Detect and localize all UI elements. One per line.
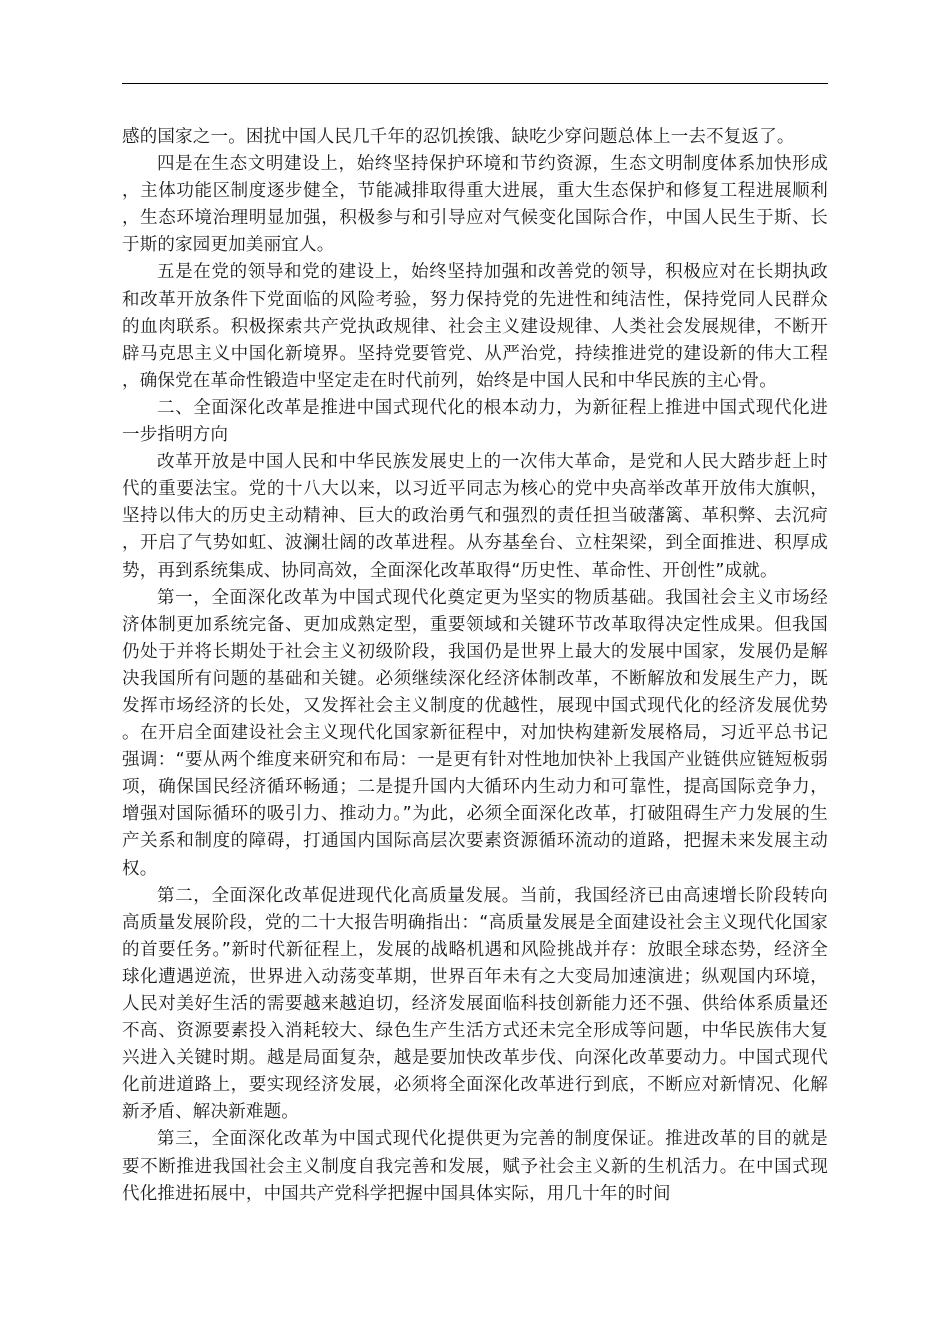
- paragraph-reform-opening: 改革开放是中国人民和中华民族发展史上的一次伟大革命，是党和人民大踏步赶上时代的重要法宝。党的十八大以来，以习近平同志为核心的党中央高举改革开放伟大旗帜，坚持以伟大的历史主动精神、巨大的政治勇气和强烈的责任担当破藩篱、革积弊、去沉疴，开启了气势如虹、波澜壮阔的改革进程。从夯基垒台、立柱架梁，到全面推进、积厚成势，再到系统集成、协同高效，全面深化改革取得“历史性、革命性、开创性”成就。: [122, 452, 828, 581]
- paragraph-party-leadership: 五是在党的领导和党的建设上，始终坚持加强和改善党的领导，积极应对在长期执政和改革开放条件下党面临的风险考验，努力保持党的先进性和纯洁性，保持党同人民群众的血肉联系。积极探索共产党执政规律、社会主义建设规律、人类社会发展规律，不断开辟马克思主义中国化新境界。坚持党要管党、从严治党，持续推进党的建设新的伟大工程，确保党在革命性锻造中坚定走在时代前列，始终是中国人民和中华民族的主心骨。: [122, 262, 828, 391]
- paragraph-ecological-civilization: 四是在生态文明建设上，始终坚持保护环境和节约资源，生态文明制度体系加快形成，主体功能区制度逐步健全，节能减排取得重大进展，重大生态保护和修复工程进展顺利，生态环境治理明显加强，积极参与和引导应对气候变化国际合作，中国人民生于斯、长于斯的家园更加美丽宜人。: [122, 154, 828, 256]
- document-body: [122, 124, 828, 1208]
- paragraph-point-one: 第一，全面深化改革为中国式现代化奠定更为坚实的物质基础。我国社会主义市场经济体制更加系统完备、更加成熟定型，重要领域和关键环节改革取得决定性成果。但我国仍处于并将长期处于社会主义初级阶段，我国仍是世界上最大的发展中国家，发展仍是解决我国所有问题的基础和关键。必须继续深化经济体制改革，不断解放和发展生产力，既发挥市场经济的长处，又发挥社会主义制度的优越性，展现中国式现代化的经济发展优势。在开启全面建设社会主义现代化国家新征程中，对加快构建新发展格局，习近平总书记强调：“要从两个维度来研究和布局：一是更有针对性地加快补上我国产业链供应链短板弱项，确保国民经济循环畅通；二是提升国内大循环内生动力和可靠性，提高国际竞争力，增强对国际循环的吸引力、推动力。”为此，必须全面深化改革，打破阻碍生产力发展的生产关系和制度的障碍，打通国内国际高层次要素资源循环流动的道路，把握未来发展主动权。: [122, 587, 828, 879]
- paragraph-point-three: 第三，全面深化改革为中国式现代化提供更为完善的制度保证。推进改革的目的就是要不断推进我国社会主义制度自我完善和发展，赋予社会主义新的生机活力。在中国式现代化推进拓展中，中国共产党科学把握中国具体实际，用几十年的时间: [122, 1129, 828, 1204]
- paragraph-point-two: 第二，全面深化改革促进现代化高质量发展。当前，我国经济已由高速增长阶段转向高质量发展阶段，党的二十大报告明确指出：“高质量发展是全面建设社会主义现代化国家的首要任务。”新时代新征程上，发展的战略机遇和风险挑战并存：放眼全球态势，经济全球化遭遇逆流，世界进入动荡变革期，世界百年未有之大变局加速演进；纵观国内环境，人民对美好生活的需要越来越迫切，经济发展面临科技创新能力还不强、供给体系质量还不高、资源要素投入消耗较大、绿色生产生活方式还未完全形成等问题，中华民族伟大复兴进入关键时期。越是局面复杂，越是要加快改革步伐、向深化改革要动力。中国式现代化前进道路上，要实现经济发展，必须将全面深化改革进行到底，不断应对新情况、化解新矛盾、解决新难题。: [122, 885, 828, 1123]
- section-heading-deepening-reform: 二、全面深化改革是推进中国式现代化的根本动力，为新征程上推进中国式现代化进一步指明方向: [122, 397, 828, 446]
- paragraph-continuation: 感的国家之一。困扰中国人民几千年的忍饥挨饿、缺吃少穿问题总体上一去不复返了。: [122, 127, 795, 147]
- header-rule: [122, 83, 828, 84]
